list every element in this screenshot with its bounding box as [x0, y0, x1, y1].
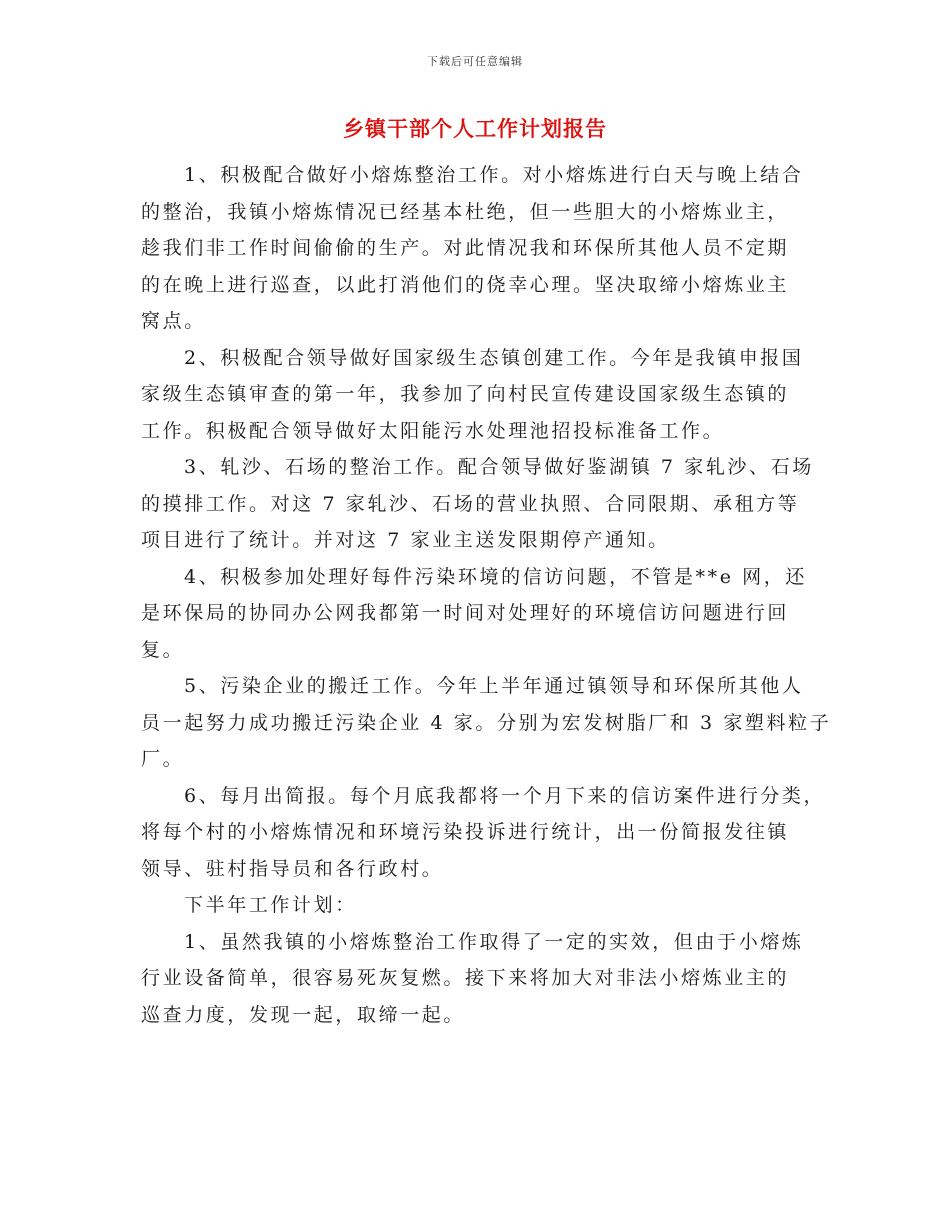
paragraph — [141, 340, 821, 450]
document-body — [141, 157, 832, 1033]
paragraph-line: 窝点。 — [141, 310, 206, 332]
paragraph — [141, 668, 832, 778]
paragraph — [141, 778, 826, 888]
paragraph-line: 复。 — [141, 638, 185, 661]
paragraph — [141, 449, 821, 559]
paragraph-first-line: 5、污染企业的搬迁工作。今年上半年通过镇领导和环保所其他人 — [184, 675, 804, 697]
paragraph-line: 将每个村的小熔炼情况和环境污染投诉进行统计，出一份简报发往镇 — [141, 821, 790, 843]
paragraph-first-line: 1、虽然我镇的小熔炼整治工作取得了一定的实效，但由于小熔炼 — [184, 930, 804, 953]
paragraph-line: 领导、驻村指导员和各行政村。 — [141, 857, 444, 880]
paragraph-first-line: 6、每月出简报。每个月底我都将一个月下来的信访案件进行分类， — [184, 784, 826, 807]
paragraph-line: 的摸排工作。对这 7 家轧沙、石场的营业执照、合同限期、承租方等 — [141, 492, 800, 515]
paragraph-line: 趁我们非工作时间偷偷的生产。对此情况我和环保所其他人员不定期 — [141, 237, 790, 259]
paragraph-line: 巡查力度，发现一起，取缔一起。 — [141, 1003, 466, 1026]
paragraph-first-line: 3、轧沙、石场的整治工作。配合领导做好鉴湖镇 7 家轧沙、石场 — [184, 456, 814, 478]
paragraph-line: 工作。积极配合领导做好太阳能污水处理池招投标准备工作。 — [141, 419, 725, 442]
page-title: 乡镇干部个人工作计划报告 — [343, 116, 607, 141]
paragraph — [141, 157, 821, 340]
paragraph — [141, 887, 821, 924]
paragraph-line: 的整治，我镇小熔炼情况已经基本杜绝，但一些胆大的小熔炼业主， — [141, 200, 790, 223]
paragraph-first-line: 下半年工作计划： — [184, 894, 357, 916]
paragraph-first-line: 4、积极参加处理好每件污染环境的信访问题，不管是**e 网，还 — [184, 565, 807, 588]
paragraph — [141, 924, 821, 1034]
paragraph-line: 员一起努力成功搬迁污染企业 4 家。分别为宏发树脂厂和 3 家塑料粒子 — [141, 711, 832, 734]
paragraph-first-line: 2、积极配合领导做好国家级生态镇创建工作。今年是我镇申报国 — [184, 346, 804, 369]
paragraph-line: 项目进行了统计。并对这 7 家业主送发限期停产通知。 — [141, 529, 670, 551]
header-note: 下载后可任意编辑 — [427, 55, 523, 68]
paragraph — [141, 559, 821, 669]
paragraph-line: 家级生态镇审查的第一年，我参加了向村民宣传建设国家级生态镇的 — [141, 383, 790, 405]
paragraph-line: 是环保局的协同办公网我都第一时间对处理好的环境信访问题进行回 — [141, 602, 790, 624]
paragraph-line: 行业设备简单，很容易死灰复燃。接下来将加大对非法小熔炼业主的 — [141, 967, 790, 989]
paragraph-line: 厂。 — [141, 748, 185, 770]
paragraph-line: 的在晚上进行巡查，以此打消他们的侥幸心理。坚决取缔小熔炼业主 — [141, 273, 790, 296]
paragraph-first-line: 1、积极配合做好小熔炼整治工作。对小熔炼进行白天与晚上结合 — [184, 164, 804, 186]
